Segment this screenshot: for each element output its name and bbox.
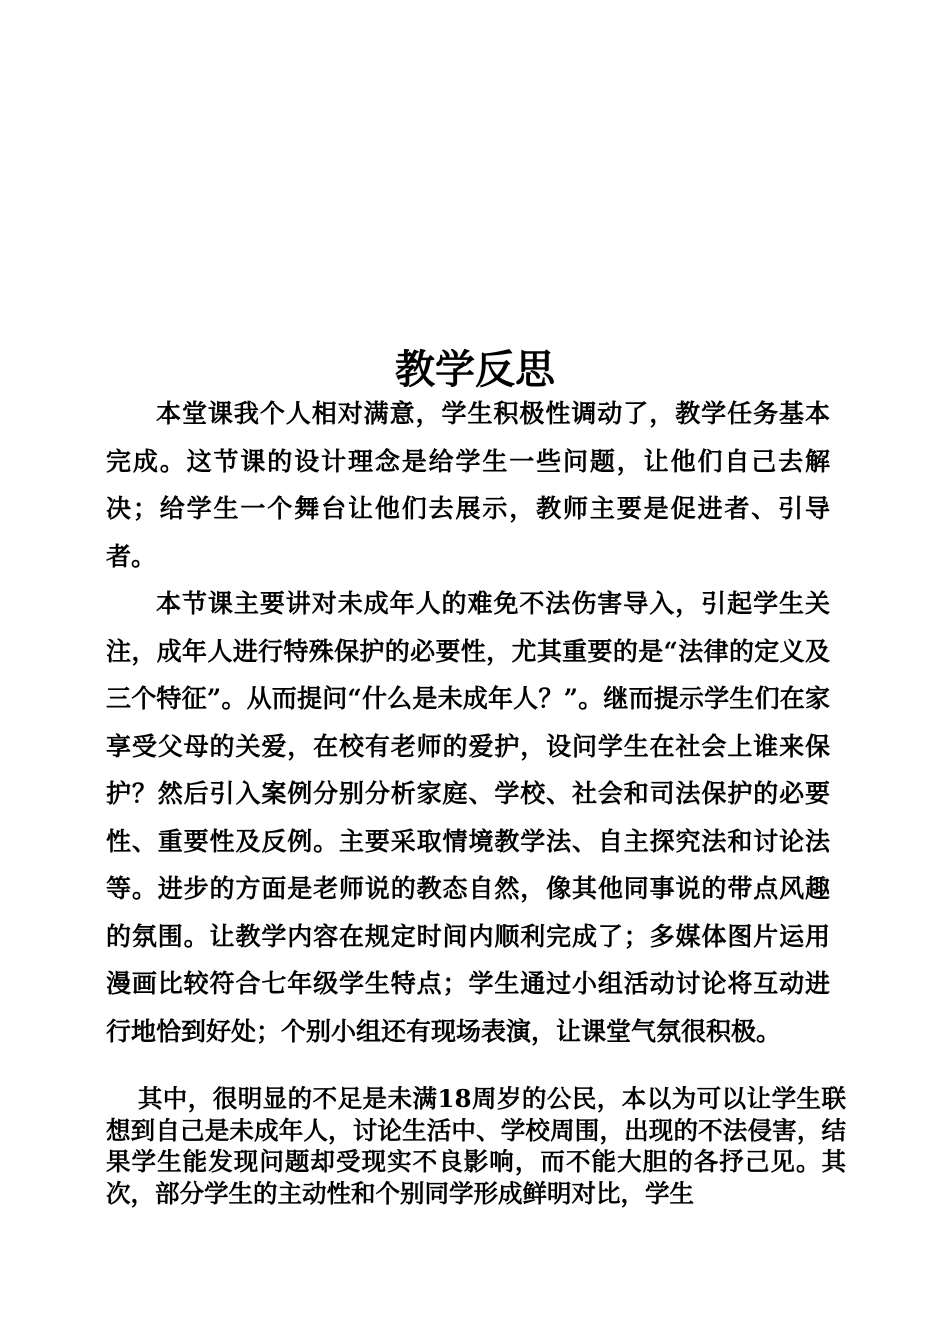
reflection-shortcomings: [106, 1083, 846, 1209]
paragraph-shortcomings: 其中，很明显的不足是未满18周岁的公民，本以为可以让学生联想到自己是未成年人，讨论生活中、学校周围，出现的不法侵害，结果学生能发现问题却受现实不良影响，而不能大胆的各抒己见。其次，部分学生的主动性和个别同学形成鲜明对比，学生: [106, 1084, 846, 1208]
reflection-body: [106, 390, 830, 1055]
paragraph-satisfaction: 本堂课我个人相对满意，学生积极性调动了，教学任务基本完成。这节课的设计理念是给学生一些问题，让他们自己去解决；给学生一个舞台让他们去展示，教师主要是促进者、引导者。: [106, 399, 830, 571]
document-title: 教学反思: [395, 346, 555, 393]
paragraph-lesson-process: 本节课主要讲对未成年人的难免不法伤害导入，引起学生关注，成年人进行特殊保护的必要性，尤其重要的是“法律的定义及三个特征”。从而提问“什么是未成年人？”。继而提示学生们在家享受父母的关爱，在校有老师的爱护，设问学生在社会上谁来保护？然后引入案例分别分析家庭、学校、社会和司法保护的必要性、重要性及反例。主要采取情境教学法、自主探究法和讨论法等。进步的方面是老师说的教态自然，像其他同事说的带点风趣的氛围。让教学内容在规定时间内顺利完成了；多媒体图片运用漫画比较符合七年级学生特点；学生通过小组活动讨论将互动进行地恰到好处；个别小组还有现场表演，让课堂气氛很积极。: [106, 589, 830, 1046]
